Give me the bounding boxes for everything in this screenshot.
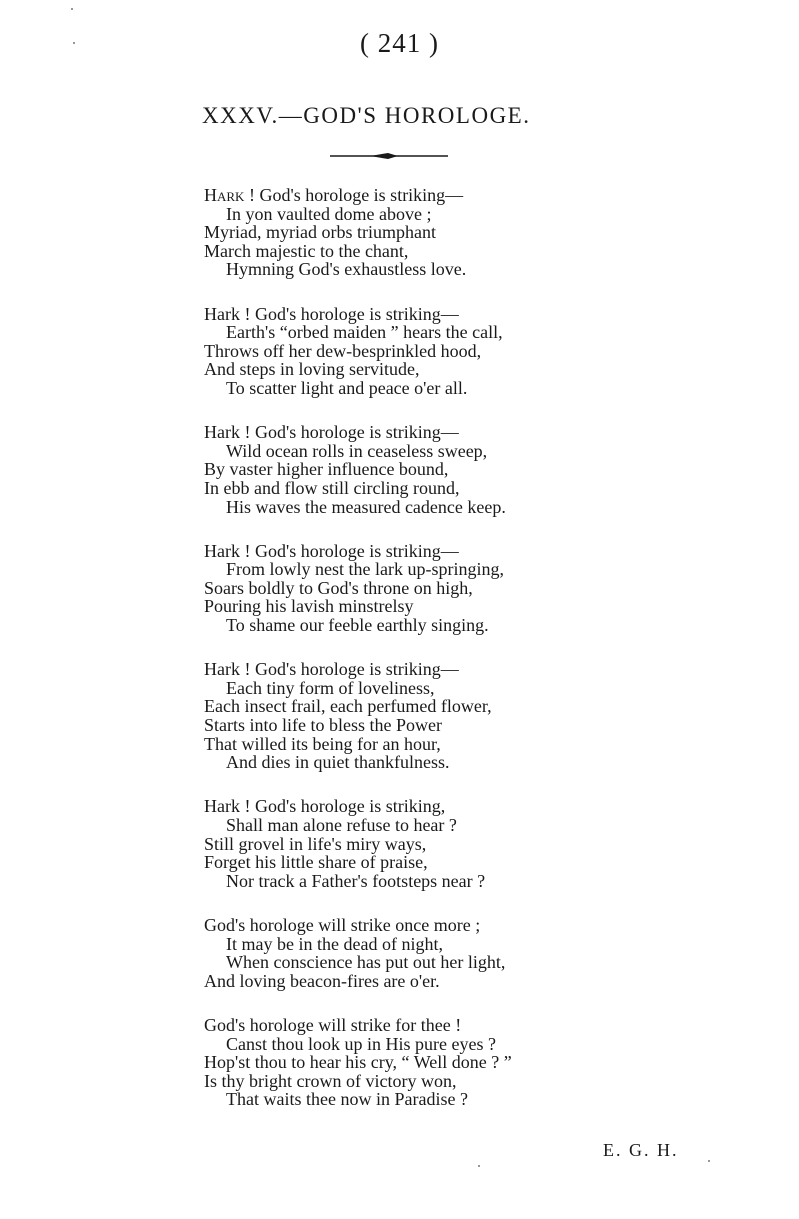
poem-line: Myriad, myriad orbs triumphant [204, 222, 436, 243]
poem-line: And dies in quiet thankfulness. [226, 752, 450, 773]
first-line-rest: ! God's horologe is striking— [244, 185, 464, 205]
first-line-rest: horologe will strike for thee ! [245, 1014, 462, 1035]
poem-line: Hop'st thou to hear his cry, “ Well done ? ” [204, 1052, 512, 1073]
poem-line: In yon vaulted dome above ; [226, 203, 432, 224]
first-word: Hark [204, 422, 240, 443]
stanza-first-line [204, 916, 764, 935]
poem-line: Is thy bright crown of victory won, [204, 1070, 457, 1091]
scan-speck [708, 1160, 710, 1162]
stanza-first-line [204, 423, 764, 442]
first-word: Hark [204, 185, 245, 205]
poem-line: That willed its being for an hour, [204, 733, 441, 754]
poem-title: XXXV.—GOD'S HOROLOGE. [202, 103, 531, 128]
stanza-first-line [204, 660, 764, 679]
poem-line: It may be in the dead of night, [226, 933, 443, 954]
stanza [204, 916, 764, 990]
poem-line: To scatter light and peace o'er all. [226, 377, 468, 398]
poem-line: And steps in loving servitude, [204, 359, 420, 380]
first-line-rest: ! God's horologe is striking— [239, 422, 459, 443]
poem-line: His waves the measured cadence keep. [226, 496, 506, 517]
stanza-first-line [204, 186, 764, 205]
poem-line: Canst thou look up in His pure eyes ? [226, 1033, 496, 1054]
first-word: Hark [204, 796, 240, 817]
poem-line: Each insect frail, each perfumed flower, [204, 696, 492, 717]
scan-speck [478, 1165, 480, 1167]
title-ornament-rule [330, 150, 448, 162]
poem-line: Soars boldly to God's throne on high, [204, 577, 473, 598]
poem-line: Forget his little share of praise, [204, 852, 428, 873]
first-line-rest: ! God's horologe is striking— [239, 303, 459, 324]
poem-line: Nor track a Father's footsteps near ? [226, 870, 486, 891]
first-word: God's [204, 1014, 246, 1035]
stanza-first-line [204, 542, 764, 561]
stanza [204, 423, 764, 516]
poem-line: Starts into life to bless the Power [204, 715, 442, 736]
poem-line: In ebb and flow still circling round, [204, 477, 460, 498]
poem-line: From lowly nest the lark up-springing, [226, 559, 504, 580]
poem-line: And loving beacon-fires are o'er. [204, 970, 440, 991]
first-word: Hark [204, 659, 240, 680]
poem-line: March majestic to the chant, [204, 240, 409, 261]
poem-line: Throws off her dew-besprinkled hood, [204, 340, 482, 361]
poem-body [204, 186, 764, 1135]
first-word: God's [204, 914, 246, 935]
poem-line: Hymning God's exhaustless love. [226, 259, 467, 280]
first-line-rest: ! God's horologe is striking— [239, 659, 459, 680]
stanza-first-line [204, 1016, 764, 1035]
scan-speck [71, 8, 73, 10]
poem-line: That waits thee now in Paradise ? [226, 1089, 468, 1110]
poem-line: Still grovel in life's miry ways, [204, 833, 427, 854]
poem-line: Earth's “orbed maiden ” hears the call, [226, 322, 503, 343]
scan-speck [73, 42, 75, 44]
stanza [204, 542, 764, 635]
poem-line: Pouring his lavish minstrelsy [204, 596, 414, 617]
first-word: Hark [204, 303, 240, 324]
stanza [204, 1016, 764, 1109]
first-line-rest: ! God's horologe is striking— [239, 540, 459, 561]
poem-line: To shame our feeble earthly singing. [226, 615, 489, 636]
stanza [204, 797, 764, 890]
page-number: ( 241 ) [360, 28, 439, 58]
poem-line: Shall man alone refuse to hear ? [226, 815, 457, 835]
poem-line: By vaster higher influence bound, [204, 459, 449, 480]
first-line-rest: ! God's horologe is striking, [239, 796, 446, 817]
author-signature: E. G. H. [603, 1140, 679, 1160]
stanza [204, 186, 764, 279]
stanza-first-line [204, 797, 764, 816]
first-line-rest: horologe will strike once more ; [245, 914, 481, 935]
first-word: Hark [204, 540, 240, 561]
stanza [204, 305, 764, 398]
poem-line: When conscience has put out her light, [226, 952, 506, 973]
stanza-first-line [204, 305, 764, 324]
poem-line: Each tiny form of loveliness, [226, 677, 435, 698]
poem-line: Wild ocean rolls in ceaseless sweep, [226, 440, 488, 461]
stanza [204, 660, 764, 772]
